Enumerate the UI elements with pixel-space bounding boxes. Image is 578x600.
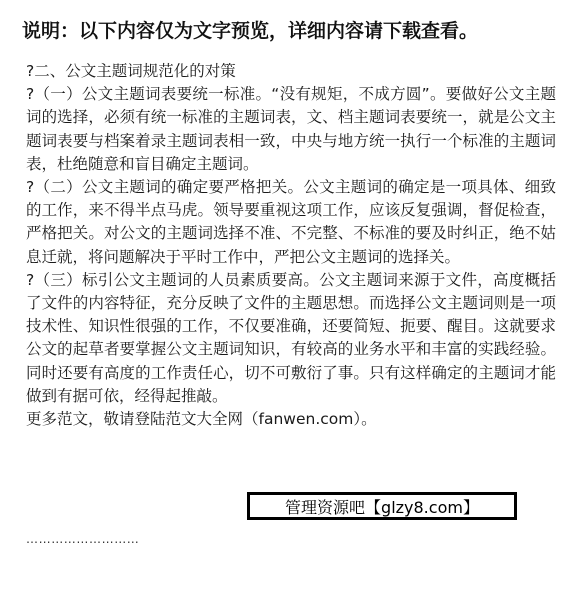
more-samples-line: 更多范文，敬请登陆范文大全网（fanwen.com）。: [26, 410, 377, 429]
document-body: [26, 60, 556, 431]
preview-notice: 说明：以下内容仅为文字预览，详细内容请下载查看。: [22, 20, 479, 42]
section-heading: ?二、公文主题词规范化的对策: [26, 62, 236, 80]
ellipsis-dots: ………………………: [26, 532, 140, 546]
paragraph-1: ?（一）公文主题词表要统一标准。“没有规矩，不成方圆”。要做好公文主题词的选择，必须有统一标准的主题词表，文、档主题词表要统一，就是公文主题词表要与档案着录主题词表相一致，中央与地方统一执行一个标准的主题词表，杜绝随意和盲目确定主题词。: [26, 85, 556, 173]
paragraph-3: ?（三）标引公文主题词的人员素质要高。公文主题词来源于文件，高度概括了文件的内容特征，充分反映了文件的主题思想。而选择公文主题词则是一项技术性、知识性很强的工作，不仅要准确，还要简短、扼要、醒目。这就要求公文的起草者要掌握公文主题词知识，有较高的业务水平和丰富的实践经验。同时还要有高度的工作责任心，切不可敷衍了事。只有这样确定的主题词才能做到有据可依，经得起推敲。: [26, 270, 556, 405]
site-watermark: [247, 492, 517, 520]
paragraph-2: ?（二）公文主题词的确定要严格把关。公文主题词的确定是一项具体、细致的工作，来不得半点马虎。领导要重视这项工作，应该反复强调，督促检查，严格把关。对公文的主题词选择不准、不完整、不标准的要及时纠正，绝不姑息迁就，将问题解决于平时工作中，严把公文主题词的选择关。: [26, 178, 556, 266]
site-watermark-text: 管理资源吧【glzy8.com】: [249, 494, 515, 518]
